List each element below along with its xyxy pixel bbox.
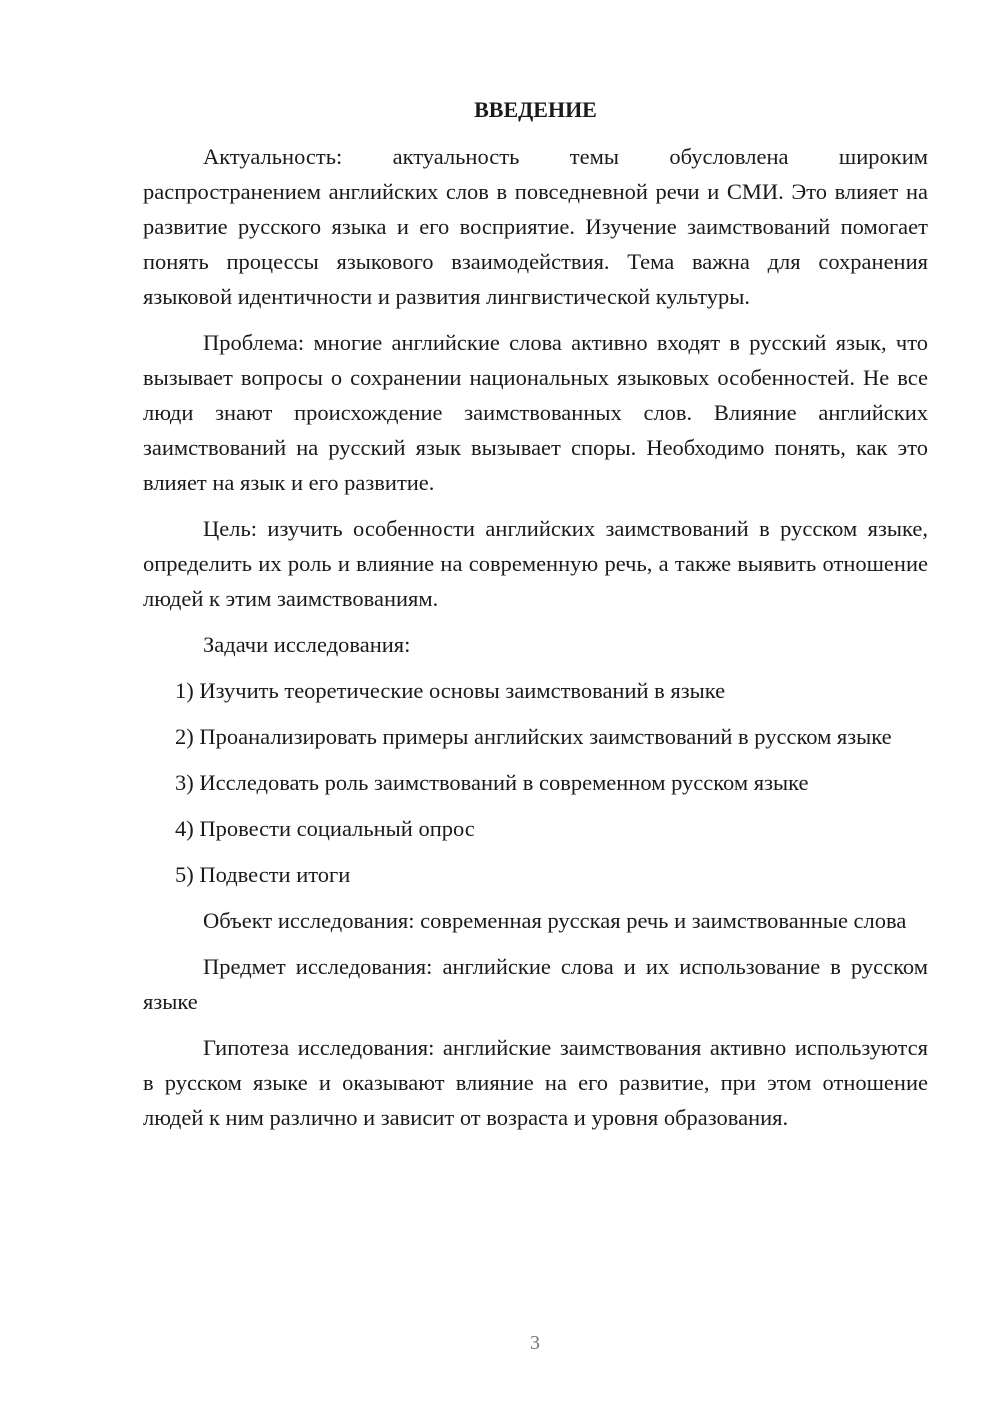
tasks-heading: Задачи исследования:	[203, 632, 411, 657]
goal-paragraph: Цель: изучить особенности английских заимствований в русском языке, определить их роль и влияние на современную речь, а также выявить отношение людей к этим заимствованиям.	[143, 516, 928, 611]
subject-paragraph: Предмет исследования: английские слова и их использование в русском языке	[143, 954, 928, 1014]
document-page	[143, 92, 928, 1146]
section-title: ВВЕДЕНИЕ	[474, 97, 597, 122]
hypothesis-paragraph: Гипотеза исследования: английские заимствования активно используются в русском языке и оказывают влияние на его развитие, при этом отношение людей к ним различно и зависит от возраста и уровня образования.	[143, 1035, 928, 1130]
task-item: 2) Проанализировать примеры английских заимствований в русском языке	[175, 724, 892, 749]
relevance-paragraph: Актуальность: актуальность темы обусловлена широким распространением английских слов в повседневной речи и СМИ. Это влияет на развитие русского языка и его восприятие. Изучение заимствований помогает понять процессы языкового взаимодействия. Тема важна для сохранения языковой идентичности и развития лингвистической культуры.	[143, 144, 928, 309]
task-item: 5) Подвести итоги	[175, 862, 351, 887]
page-number: 3	[530, 1332, 540, 1354]
task-item: 4) Провести социальный опрос	[175, 816, 475, 841]
task-item: 1) Изучить теоретические основы заимствований в языке	[175, 678, 726, 703]
problem-paragraph: Проблема: многие английские слова активно входят в русский язык, что вызывает вопросы о сохранении национальных языковых особенностей. Не все люди знают происхождение заимствованных слов. Влияние английских заимствований на русский язык вызывает споры. Необходимо понять, как это влияет на язык и его развитие.	[143, 330, 928, 495]
object-paragraph: Объект исследования: современная русская речь и заимствованные слова	[203, 908, 907, 933]
task-item: 3) Исследовать роль заимствований в современном русском языке	[175, 770, 809, 795]
